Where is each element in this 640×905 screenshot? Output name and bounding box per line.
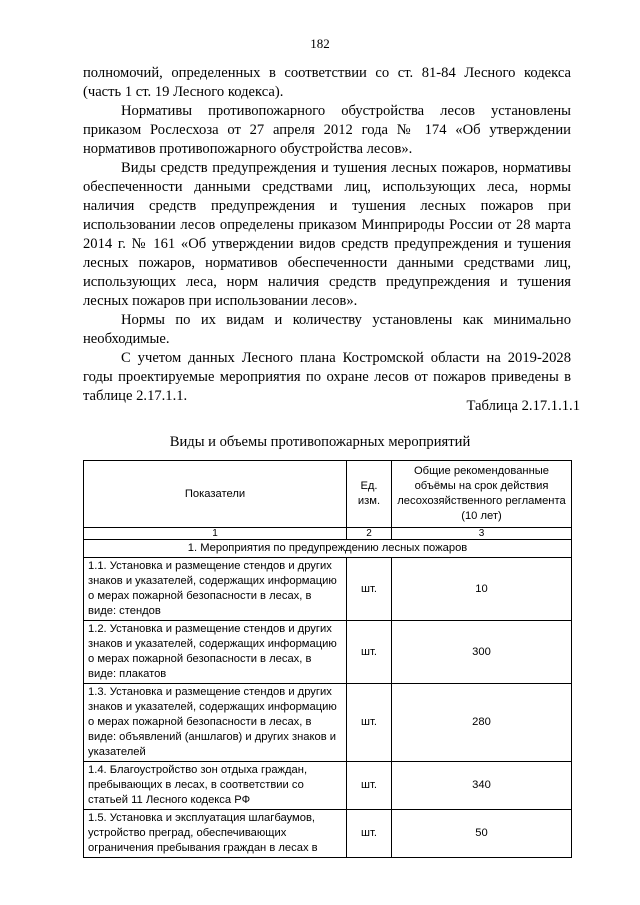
- table-row: [84, 810, 572, 858]
- paragraph: Нормы по их видам и количеству установлены как минимально необходимые.: [83, 312, 571, 347]
- table-row: [84, 684, 572, 762]
- section-row: [84, 540, 572, 558]
- column-number: 3: [392, 528, 572, 540]
- paragraph-continuation: полномочий, определенных в соответствии со ст. 81-84 Лесного кодекса (часть 1 ст. 19 Лесного кодекса).: [83, 65, 571, 100]
- row-indicator: 1.3. Установка и размещение стендов и других знаков и указателей, содержащих информацию о мерах пожарной безопасности в лесах, в виде: объявлений (аншлагов) и других знаков и указателей: [84, 684, 347, 762]
- page-number: 182: [310, 36, 330, 51]
- section-title: 1. Мероприятия по предупреждению лесных пожаров: [84, 540, 572, 558]
- row-value: 340: [392, 762, 572, 810]
- paragraph: С учетом данных Лесного плана Костромской области на 2019-2028 годы проектируемые мероприятия по охране лесов от пожаров приведены в таблице 2.17.1.1.: [83, 350, 571, 404]
- header-indicator: Показатели: [84, 461, 347, 528]
- row-value: 10: [392, 558, 572, 621]
- column-number-row: [84, 528, 572, 540]
- row-indicator: 1.2. Установка и размещение стендов и других знаков и указателей, содержащих информацию о мерах пожарной безопасности в лесах, в виде: плакатов: [84, 621, 347, 684]
- row-value: 300: [392, 621, 572, 684]
- row-value: 280: [392, 684, 572, 762]
- row-unit: шт.: [347, 810, 392, 858]
- paragraph: Виды средств предупреждения и тушения лесных пожаров, нормативы обеспеченности данными средствами лиц, использующих леса, нормы наличия средств предупреждения и тушения лесных пожаров при использовании лесов определены приказом Минприроды России от 28 марта 2014 г. № 161 «Об утверждении видов средств предупреждения и тушения лесных пожаров, нормативов обеспеченности данными средствами лиц, использующих леса, норм наличия средств предупреждения и тушения лесных пожаров при использовании лесов».: [83, 160, 571, 309]
- paragraph: Нормативы противопожарного обустройства лесов установлены приказом Рослесхоза от 27 апреля 2012 года № 174 «Об утверждении нормативов противопожарного обустройства лесов».: [83, 103, 571, 157]
- header-unit: Ед. изм.: [347, 461, 392, 528]
- table-row: [84, 621, 572, 684]
- row-indicator: 1.5. Установка и эксплуатация шлагбаумов, устройство преград, обеспечивающих ограничения пребывания граждан в лесах в: [84, 810, 347, 858]
- row-indicator: 1.1. Установка и размещение стендов и других знаков и указателей, содержащих информацию о мерах пожарной безопасности в лесах, в виде: стендов: [84, 558, 347, 621]
- body-text: [83, 64, 571, 406]
- header-volume: Общие рекомендованные объёмы на срок действия лесохозяйственного регламента (10 лет): [392, 461, 572, 528]
- table-row: [84, 762, 572, 810]
- row-unit: шт.: [347, 762, 392, 810]
- row-unit: шт.: [347, 684, 392, 762]
- table-caption: Таблица 2.17.1.1.1: [466, 398, 580, 414]
- row-value: 50: [392, 810, 572, 858]
- row-unit: шт.: [347, 558, 392, 621]
- row-indicator: 1.4. Благоустройство зон отдыха граждан, пребывающих в лесах, в соответствии со статьей 11 Лесного кодекса РФ: [84, 762, 347, 810]
- fire-prevention-table: [83, 460, 572, 858]
- row-unit: шт.: [347, 621, 392, 684]
- table-title: Виды и объемы противопожарных мероприятий: [169, 434, 471, 450]
- table-row: [84, 558, 572, 621]
- column-number: 1: [84, 528, 347, 540]
- table-header-row: [84, 461, 572, 528]
- column-number: 2: [347, 528, 392, 540]
